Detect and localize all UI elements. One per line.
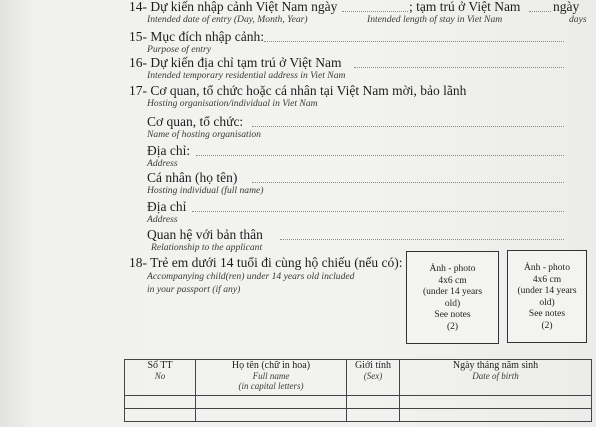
- table-header-row: [125, 360, 592, 396]
- col-sex-en: (Sex): [363, 371, 383, 381]
- person-en: Hosting individual (full name): [147, 185, 264, 196]
- photo-size: 4x6 cm: [438, 275, 467, 286]
- org-en: Name of hosting organisation: [147, 129, 261, 140]
- addr1-label: Địa chỉ:: [147, 143, 191, 158]
- children-table: [124, 359, 592, 422]
- photo-label: Ảnh - photo: [429, 264, 476, 274]
- host-person-field[interactable]: [252, 182, 564, 183]
- photo-label: Ảnh - photo: [524, 263, 570, 273]
- child-photo-box-1[interactable]: [406, 251, 499, 344]
- cell-sex[interactable]: [347, 396, 400, 409]
- cell-name[interactable]: [196, 409, 347, 422]
- table-row[interactable]: [125, 409, 592, 422]
- photo-note-ref: (2): [541, 320, 553, 331]
- person-address-field[interactable]: [192, 211, 564, 212]
- item14-en-stay: Intended length of stay in Viet Nam: [367, 14, 503, 25]
- org-label: Cơ quan, tổ chức:: [147, 114, 244, 129]
- stay-length-field[interactable]: [529, 11, 551, 12]
- col-dob-en: Date of birth: [472, 371, 519, 381]
- temp-address-field[interactable]: [354, 67, 564, 68]
- person-label: Cá nhân (họ tên): [147, 170, 238, 185]
- addr2-en: Address: [147, 214, 178, 225]
- addr2-label: Địa chỉ: [147, 199, 187, 214]
- item14-en-days: days: [569, 14, 587, 25]
- col-name-en: Full name: [252, 371, 290, 381]
- item14-days-label: ngày: [553, 0, 580, 14]
- col-name-en2: (in capital letters): [238, 381, 304, 391]
- photo-size: 4x6 cm: [532, 274, 562, 285]
- item18-en1: Accompanying child(ren) under 14 years old included: [147, 271, 355, 282]
- col-number-vi: Số TT: [147, 360, 173, 371]
- col-number-en: No: [154, 371, 166, 381]
- photo-age-note: (under 14 years: [517, 286, 577, 296]
- relationship-label: Quan hệ với bản thân: [147, 227, 263, 242]
- org-address-field[interactable]: [196, 155, 564, 156]
- item16-en: Intended temporary residential address in Viet Nam: [147, 70, 346, 81]
- cell-sex[interactable]: [347, 409, 400, 422]
- item14-label: 14- Dự kiến nhập cảnh Việt Nam ngày: [129, 0, 338, 14]
- col-name-vi: Họ tên (chữ in hoa): [231, 360, 311, 371]
- relationship-field[interactable]: [280, 239, 564, 240]
- item16-label: 16- Dự kiến địa chỉ tạm trú ở Việt Nam: [129, 55, 342, 70]
- photo-see-notes: See notes: [528, 309, 566, 319]
- photo-note-ref: (2): [446, 321, 459, 332]
- item14-en-date: Intended date of entry (Day, Month, Year): [147, 14, 308, 25]
- photo-age-note: (under 14 years: [422, 287, 483, 297]
- item14-stay-label: ; tạm trú ở Việt Nam: [409, 0, 521, 14]
- col-name-header: [196, 360, 347, 396]
- item18-en2: in your passport (if any): [147, 284, 241, 295]
- relationship-en: Relationship to the applicant: [151, 242, 263, 253]
- photo-see-notes: See notes: [434, 310, 471, 320]
- col-dob-header: [400, 360, 592, 396]
- photo-age-note-cont: old): [444, 298, 461, 309]
- col-dob-vi: Ngày tháng năm sinh: [452, 360, 539, 371]
- item17-label: 17- Cơ quan, tổ chức hoặc cá nhân tại Việt Nam mời, bảo lãnh: [129, 83, 467, 98]
- item15-en: Purpose of entry: [147, 44, 211, 55]
- addr1-en: Address: [147, 158, 178, 169]
- photo-age-note-cont: old): [539, 297, 555, 308]
- col-sex-vi: Giới tính: [354, 360, 392, 371]
- table-row[interactable]: [125, 396, 592, 409]
- cell-number[interactable]: [125, 409, 196, 422]
- cell-number[interactable]: [125, 396, 196, 409]
- entry-date-field[interactable]: [342, 11, 408, 12]
- cell-dob[interactable]: [400, 396, 592, 409]
- item18-label: 18- Trẻ em dưới 14 tuổi đi cùng hộ chiếu (nếu có):: [129, 255, 403, 270]
- col-sex-header: [347, 360, 400, 396]
- cell-name[interactable]: [196, 396, 347, 409]
- purpose-field[interactable]: [264, 41, 564, 42]
- child-photo-box-2[interactable]: [507, 250, 587, 343]
- org-name-field[interactable]: [252, 126, 564, 127]
- item15-label: 15- Mục đích nhập cảnh:: [129, 29, 264, 44]
- item17-en: Hosting organisation/individual in Viet Nam: [147, 98, 318, 109]
- col-number-header: [125, 360, 196, 396]
- cell-dob[interactable]: [400, 409, 592, 422]
